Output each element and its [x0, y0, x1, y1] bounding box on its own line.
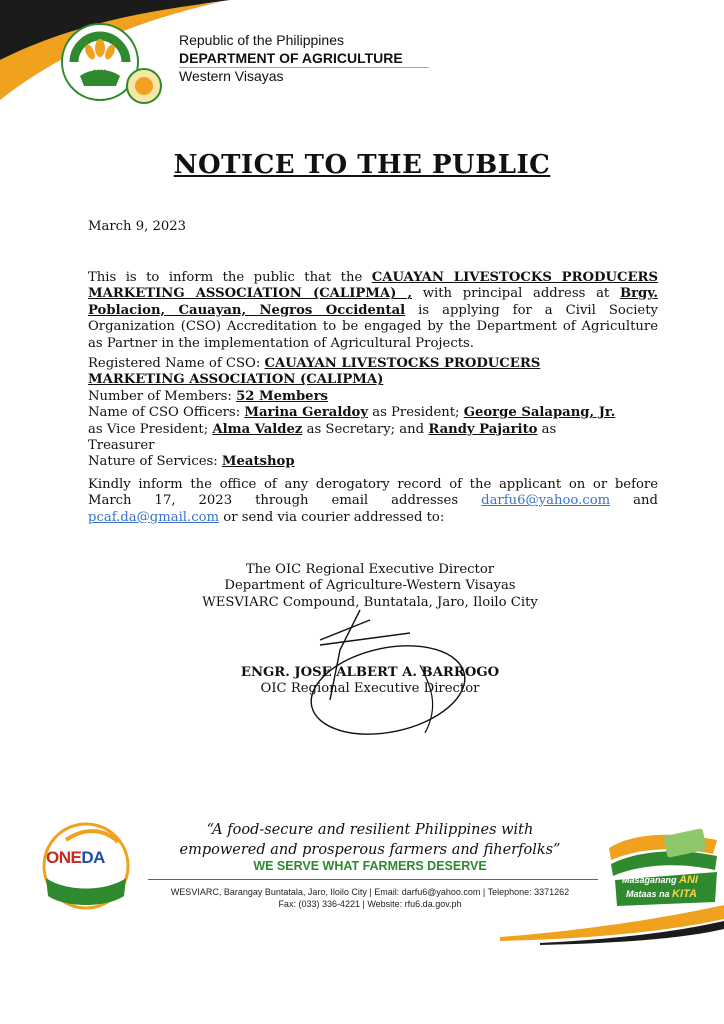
services-label: Nature of Services:: [88, 454, 218, 470]
services-row: [88, 454, 658, 470]
email-link-pcaf[interactable]: pcaf.da@gmail.com: [88, 509, 220, 525]
quote-line-1: “A food-secure and resilient Philippines with: [206, 822, 534, 838]
signatory-name: ENGR. JOSE ALBERT A. BARROGO: [240, 665, 500, 680]
cso-details: [88, 356, 658, 471]
notice-date: March 9, 2023: [88, 219, 187, 234]
footer-tagline: WE SERVE WHAT FARMERS DESERVE: [253, 859, 487, 873]
intro-text-2: with principal address at: [422, 286, 610, 302]
intro-text-1: This is to inform the public that the: [88, 270, 363, 285]
officer-vice-president-role: as Vice President;: [88, 421, 209, 437]
registered-name-label: Registered Name of CSO:: [88, 356, 261, 371]
oneda-da: DA: [81, 848, 105, 867]
members-value: 52 Members: [236, 388, 328, 404]
services-value: Meatshop: [221, 454, 295, 470]
officer-president: Marina Geraldoy: [244, 405, 369, 421]
officer-vice-president: George Salapang, Jr.: [463, 405, 616, 421]
members-label: Number of Members:: [88, 388, 232, 404]
registered-name-row: [88, 356, 588, 389]
ani-kita: KITA: [672, 888, 697, 900]
address-block: [170, 562, 570, 611]
oneda-one: ONE: [46, 848, 82, 867]
contact-line-1: WESVIARC, Barangay Buntatala, Jaro, Iloilo City | Email: darfu6@yahoo.com | Telephone: 3371262: [170, 887, 570, 897]
bottom-swoosh-decoration: [500, 905, 724, 945]
officer-president-role: as President;: [372, 405, 460, 421]
officer-secretary: Alma Valdez: [212, 421, 303, 437]
org-address: Brgy. Poblacion, Cauayan, Negros Occidental: [88, 286, 658, 318]
signatory-block: [170, 665, 570, 698]
ani-text-2: [626, 888, 697, 900]
logo-year: 1898: [93, 70, 107, 76]
contact-line-2: Fax: (033) 336-4221 | Website: rfu6.da.gov.ph: [278, 899, 462, 909]
da-logo: [56, 20, 166, 108]
officer-treasurer: Randy Pajarito: [428, 421, 538, 437]
quote-line-2: empowered and prosperous farmers and fiherfolks”: [179, 842, 561, 858]
address-line-2: Department of Agriculture-Western Visayas: [224, 578, 516, 594]
address-line-1: The OIC Regional Executive Director: [245, 562, 495, 577]
members-row: [88, 389, 658, 405]
intro-text-3: is applying for a Civil Society Organization (CSO) Accreditation to be engaged by the Department of Agriculture as Partner in the implementation of Agricultural Projects.: [88, 302, 658, 351]
org-name: CAUAYAN LIVESTOCKS PRODUCERS MARKETING ASSOCIATION (CALIPMA) ,: [88, 270, 659, 302]
officer-secretary-role: as Secretary; and: [306, 421, 425, 437]
footer-divider: [148, 879, 598, 880]
officers-row: [88, 405, 618, 454]
request-text-2: or send via courier addressed to:: [223, 509, 445, 525]
request-text-1: Kindly inform the office of any derogatory record of the applicant on or before March 17, 2023 through email addresses: [88, 477, 658, 509]
footer-quote: [140, 820, 600, 860]
ani-masaganang: Masaganang: [622, 875, 677, 885]
registered-name-value: CAUAYAN LIVESTOCKS PRODUCERS MARKETING ASSOCIATION (CALIPMA): [88, 356, 541, 388]
signatory-title: OIC Regional Executive Director: [260, 681, 480, 697]
ani-word: ANI: [679, 874, 698, 886]
request-and: and: [633, 493, 658, 509]
oneda-text: [46, 848, 105, 868]
page-title: NOTICE TO THE PUBLIC: [173, 150, 551, 180]
header-region: Western Visayas: [179, 68, 284, 84]
paragraph-intro: [88, 270, 658, 352]
officer-treasurer-role: as Treasurer: [88, 421, 557, 454]
email-link-darfu6[interactable]: darfu6@yahoo.com: [481, 493, 611, 509]
paragraph-request: [88, 477, 658, 526]
ani-text-1: [622, 874, 698, 886]
header-republic: Republic of the Philippines: [179, 32, 344, 48]
header-department: DEPARTMENT OF AGRICULTURE: [179, 50, 403, 66]
officers-label: Name of CSO Officers:: [88, 405, 241, 421]
ani-mataas: Mataas na: [626, 889, 670, 899]
address-line-3: WESVIARC Compound, Buntatala, Jaro, Iloilo City: [202, 594, 538, 610]
